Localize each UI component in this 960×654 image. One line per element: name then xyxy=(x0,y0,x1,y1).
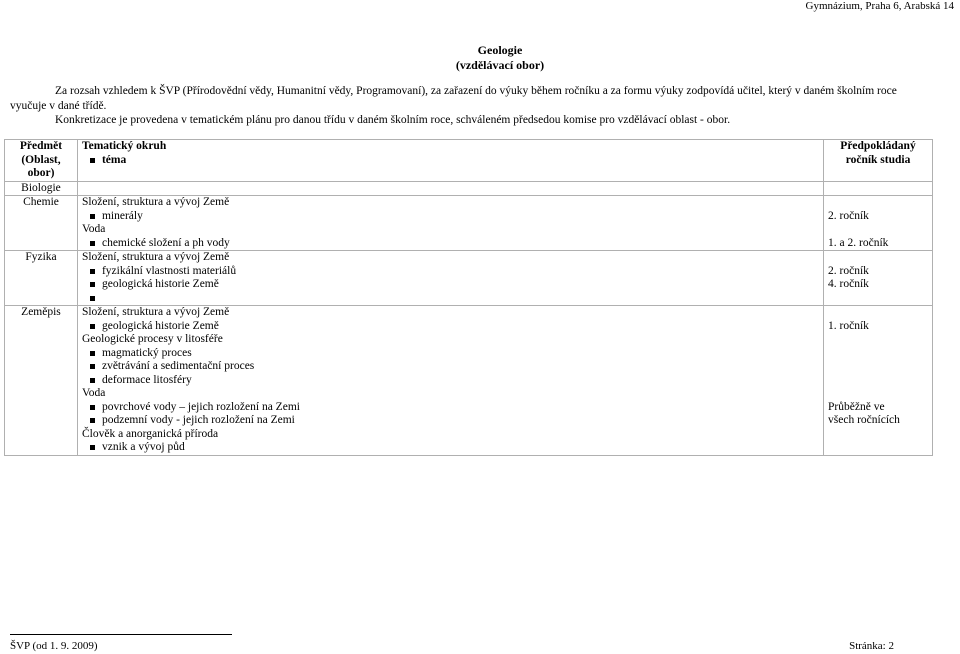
header-topic-title: Tematický okruh xyxy=(81,140,167,152)
header-topic-sub: téma xyxy=(82,154,819,168)
year-value: 2. ročník xyxy=(828,264,869,277)
footer-page-number: Stránka: 2 xyxy=(849,640,894,652)
topic-heading: Složení, struktura a vývoj Země xyxy=(81,251,230,263)
topic-item: chemické složení a ph vody xyxy=(82,237,819,251)
year-value xyxy=(828,223,928,237)
topic-cell xyxy=(77,196,823,251)
topic-item: geologická historie Země xyxy=(82,278,819,292)
header-year xyxy=(824,140,933,182)
year-value: 1. ročník xyxy=(828,319,869,332)
year-cell xyxy=(824,251,933,306)
year-value xyxy=(828,292,928,306)
page-title xyxy=(0,43,960,73)
subject-cell: Zeměpis xyxy=(5,306,78,456)
topic-item: vznik a vývoj půd xyxy=(82,441,819,455)
topic-heading: Voda xyxy=(81,387,106,399)
topic-item: fyzikální vlastnosti materiálů xyxy=(82,265,819,279)
year-value: Průběžně ve xyxy=(828,400,885,413)
topic-item: geologická historie Země xyxy=(82,320,819,334)
footer-version: ŠVP (od 1. 9. 2009) xyxy=(10,640,98,652)
subject-cell: Fyzika xyxy=(5,251,78,306)
topic-heading: Člověk a anorganická příroda xyxy=(81,427,219,440)
topic-heading: Voda xyxy=(81,223,106,235)
curriculum-table xyxy=(4,139,933,456)
title-subtitle: (vzdělávací obor) xyxy=(455,58,545,72)
year-value xyxy=(828,374,928,388)
topic-item: minerály xyxy=(82,210,819,224)
year-value: 4. ročník xyxy=(828,278,869,290)
topic-item: podzemní vody - jejich rozložení na Zemi xyxy=(82,414,819,428)
intro-text xyxy=(10,84,930,128)
topic-item: zvětrávání a sedimentační proces xyxy=(82,360,819,374)
topic-item: povrchové vody – jejich rozložení na Zemi xyxy=(82,401,819,415)
header-subject xyxy=(5,140,78,182)
header-subject-line: obor) xyxy=(27,167,55,179)
footer-divider xyxy=(10,634,232,635)
header-year-line: Předpokládaný xyxy=(840,140,916,152)
school-header: Gymnázium, Praha 6, Arabská 14 xyxy=(805,0,954,12)
year-value xyxy=(828,428,928,442)
year-value: 2. ročník xyxy=(828,209,869,222)
topic-item: deformace litosféry xyxy=(82,374,819,388)
table-row xyxy=(5,196,933,251)
year-value: 1. a 2. ročník xyxy=(828,236,889,249)
year-value: všech ročnících xyxy=(828,414,900,426)
year-cell xyxy=(824,196,933,251)
year-value xyxy=(828,251,928,265)
header-subject-line: (Oblast, xyxy=(21,153,61,166)
year-value xyxy=(828,306,928,320)
topic-heading: Složení, struktura a vývoj Země xyxy=(81,306,230,318)
year-cell xyxy=(824,306,933,456)
intro-paragraph-2: Konkretizace je provedena v tematickém plánu pro danou třídu v daném školním roce, schváleném předsedou komise pro vzdělávací oblast - obor. xyxy=(55,114,731,126)
header-year-line: ročník studia xyxy=(845,153,911,166)
topic-item xyxy=(82,292,819,306)
year-value xyxy=(828,387,928,401)
subject-cell: Chemie xyxy=(5,196,78,251)
table-row xyxy=(5,251,933,306)
table-row-biology xyxy=(5,181,933,196)
year-value xyxy=(828,360,928,374)
topic-heading: Složení, struktura a vývoj Země xyxy=(81,196,230,208)
year-value xyxy=(828,347,928,361)
table-row xyxy=(5,306,933,456)
header-topic xyxy=(77,140,823,182)
title-subject: Geologie xyxy=(477,43,523,57)
table-header-row xyxy=(5,140,933,182)
year-cell xyxy=(824,181,933,196)
topic-cell xyxy=(77,181,823,196)
year-value xyxy=(828,333,928,347)
topic-cell xyxy=(77,306,823,456)
topic-cell xyxy=(77,251,823,306)
header-subject-line: Předmět xyxy=(19,140,63,152)
year-value xyxy=(828,441,928,455)
subject-cell: Biologie xyxy=(5,181,78,196)
topic-heading: Geologické procesy v litosféře xyxy=(81,333,223,345)
year-value xyxy=(828,196,928,210)
topic-item: magmatický proces xyxy=(82,347,819,361)
intro-paragraph-1: Za rozsah vzhledem k ŠVP (Přírodovědní vědy, Humanitní vědy, Programovaní), za zařazení do výuky během ročníku a za formu výuky zodpovídá učitel, který v daném školním roce vyučuje v dané třídě. xyxy=(10,85,897,112)
